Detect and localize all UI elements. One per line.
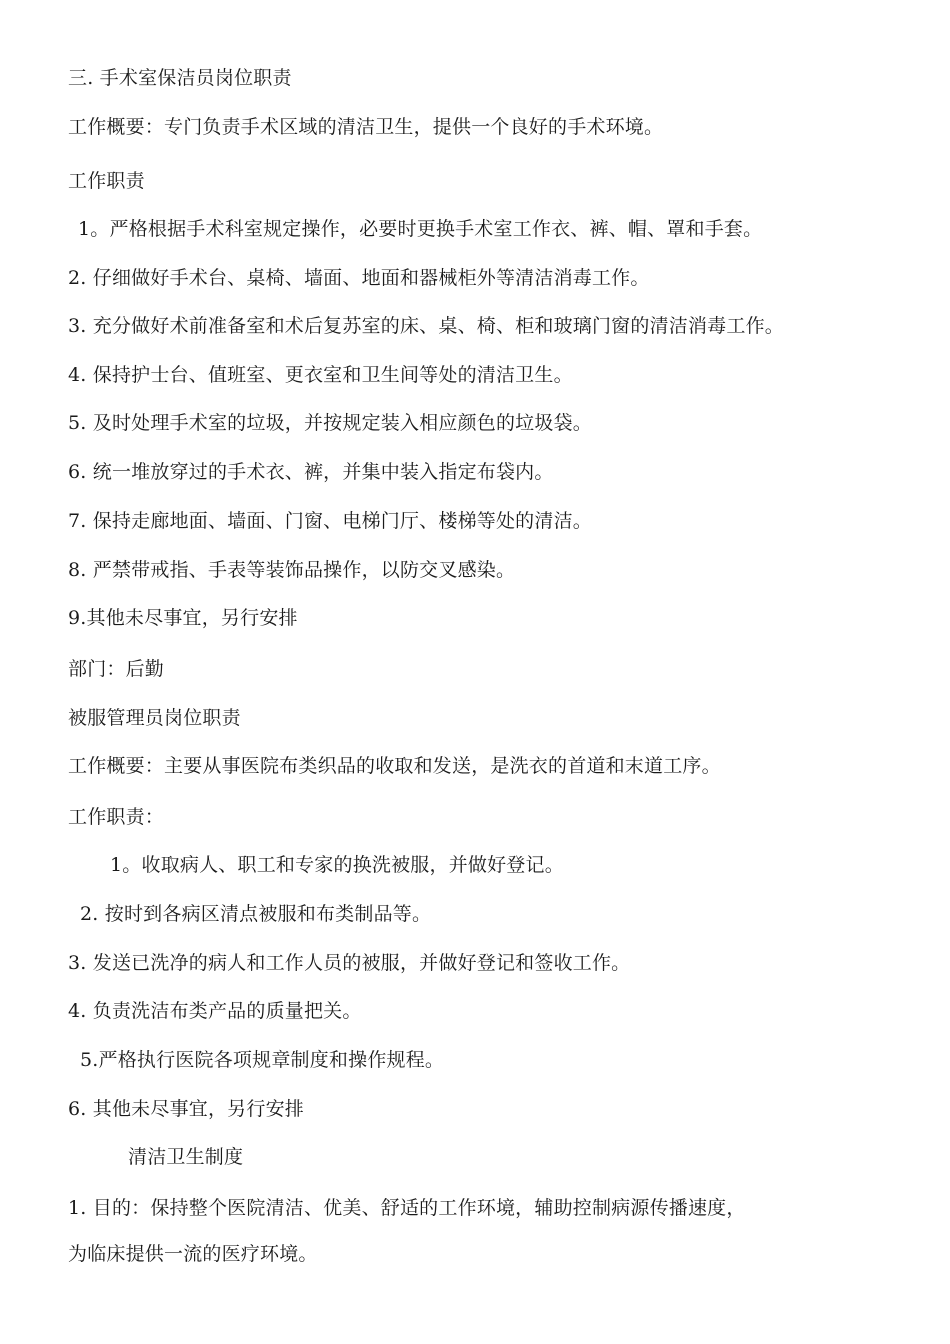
duty-item: 3. 发送已洗净的病人和工作人员的被服，并做好登记和签收工作。 [68,952,631,974]
duty-item: 6. 统一堆放穿过的手术衣、裤，并集中装入指定布袋内。 [68,461,554,483]
duty-item: 1。严格根据手术科室规定操作，必要时更换手术室工作衣、裤、帽、罩和手套。 [78,218,763,240]
duty-item: 4. 保持护士台、值班室、更衣室和卫生间等处的清洁卫生。 [68,364,573,386]
duty-item: 4. 负责洗洁布类产品的质量把关。 [68,1000,362,1022]
policy-item-line: 1. 目的：保持整个医院清洁、优美、舒适的工作环境，辅助控制病源传播速度， [68,1197,746,1219]
duties-heading-or-cleaner: 工作职责 [68,170,145,192]
duty-item: 9.其他未尽事宜，另行安排 [68,607,298,629]
section-overview-linen-manager: 工作概要：主要从事医院布类织品的收取和发送，是洗衣的首道和末道工序。 [68,755,721,777]
duty-item: 6. 其他未尽事宜，另行安排 [68,1098,304,1120]
duty-item: 2. 按时到各病区清点被服和布类制品等。 [80,903,432,925]
duties-heading-linen-manager: 工作职责： [68,806,165,828]
duty-item: 3. 充分做好术前准备室和术后复苏室的床、桌、椅、柜和玻璃门窗的清洁消毒工作。 [68,315,784,337]
duty-item: 5. 及时处理手术室的垃圾，并按规定装入相应颜色的垃圾袋。 [68,412,592,434]
duty-item: 7. 保持走廊地面、墙面、门窗、电梯门厅、楼梯等处的清洁。 [68,510,592,532]
section-title-cleaning-policy: 清洁卫生制度 [128,1146,244,1168]
section-title-linen-manager: 被服管理员岗位职责 [68,707,241,729]
department-label: 部门：后勤 [68,658,165,680]
section-title-or-cleaner: 三. 手术室保洁员岗位职责 [68,67,292,89]
duty-item: 2. 仔细做好手术台、桌椅、墙面、地面和器械柜外等清洁消毒工作。 [68,267,650,289]
duty-item: 8. 严禁带戒指、手表等装饰品操作，以防交叉感染。 [68,559,516,581]
duty-item: 1。收取病人、职工和专家的换洗被服，并做好登记。 [110,854,564,876]
section-overview-or-cleaner: 工作概要：专门负责手术区域的清洁卫生，提供一个良好的手术环境。 [68,116,664,138]
duty-item: 5.严格执行医院各项规章制度和操作规程。 [80,1049,445,1071]
policy-item-line: 为临床提供一流的医疗环境。 [68,1243,318,1265]
